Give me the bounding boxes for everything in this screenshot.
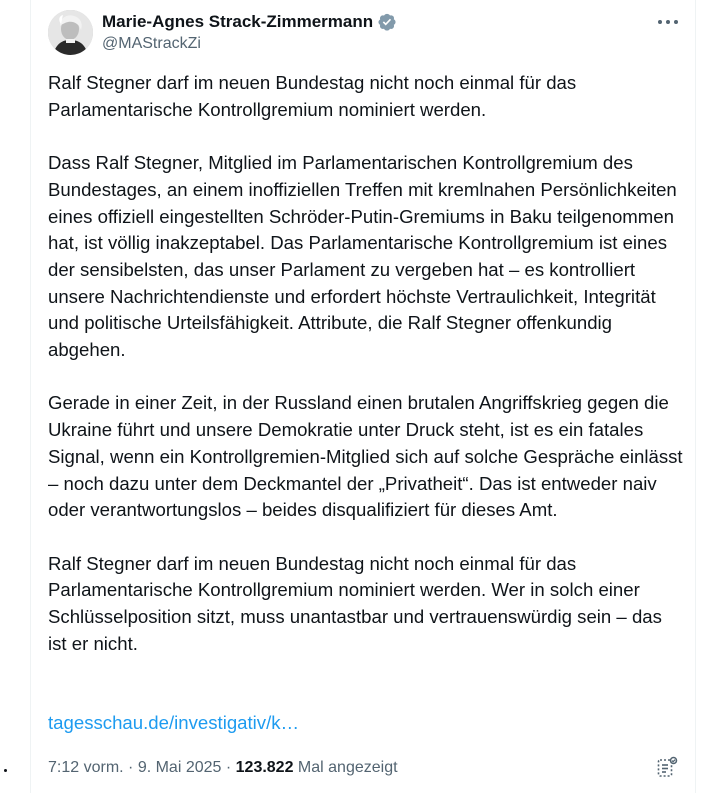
post-analytics-icon[interactable] <box>655 755 679 779</box>
views-count: 123.822 <box>235 759 294 776</box>
author-names <box>102 12 397 54</box>
meta-separator: · <box>123 759 138 776</box>
avatar[interactable] <box>48 10 93 55</box>
tweet-text <box>48 70 684 684</box>
article-link[interactable]: tagesschau.de/investigativ/k… <box>48 712 300 733</box>
meta-separator: · <box>221 759 236 776</box>
tweet-paragraph: Ralf Stegner darf im neuen Bundestag nicht noch einmal für das Parlamentarische Kontrollgremium nominiert werden. Wer in solch einer Schlüsselposition sitzt, muss unantastbar und vertrauenswürdig sein – das ist er nicht. <box>48 552 662 654</box>
more-options-icon[interactable] <box>657 14 679 30</box>
tweet-paragraph: Ralf Stegner darf im neuen Bundestag nicht noch einmal für das Parlamentarische Kontrollgremium nominiert werden. <box>48 72 577 120</box>
views-label: Mal angezeigt <box>293 759 398 776</box>
tweet-date[interactable]: 9. Mai 2025 <box>137 759 222 776</box>
stray-dot <box>4 769 7 772</box>
tweet-paragraph: Dass Ralf Stegner, Mitglied im Parlamentarischen Kontrollgremium des Bundestages, an einem inoffiziellen Treffen mit kremlnahen Persönlichkeiten eines offiziell eingestellten Schröder-Putin-Gremiums in Baku teilgenommen hat, ist völlig inakzeptabel. Das Parlamentarische Kontrollgremium ist eines der sensibelsten, das unser Parlament zu vergeben hat – es kontrolliert unsere Nachrichtendienste und erfordert höchste Vertraulichkeit, Integrität und politische Urteilsfähigkeit. Attribute, die Ralf Stegner offenkundig abgehen. <box>48 152 677 361</box>
tweet-meta <box>48 758 398 778</box>
author-handle[interactable]: @MAStrackZi <box>102 35 201 52</box>
display-name-row <box>102 12 397 32</box>
verified-badge-icon[interactable] <box>377 12 397 32</box>
tweet-paragraph: Gerade in einer Zeit, in der Russland einen brutalen Angriffskrieg gegen die Ukraine führt und unsere Demokratie unter Druck steht, ist es ein fatales Signal, wenn ein Kontrollgremien-Mitglied sich auf solche Gespräche einlässt – noch dazu unter dem Deckmantel der „Privatheit“. Das ist entweder naiv oder verantwortungslos – beides disqualifiziert für dieses Amt. <box>48 392 683 521</box>
avatar-photo-icon <box>48 10 93 55</box>
tweet-time[interactable]: 7:12 vorm. <box>48 759 124 776</box>
author-display-name[interactable]: Marie-Agnes Strack-Zimmermann <box>102 12 374 31</box>
